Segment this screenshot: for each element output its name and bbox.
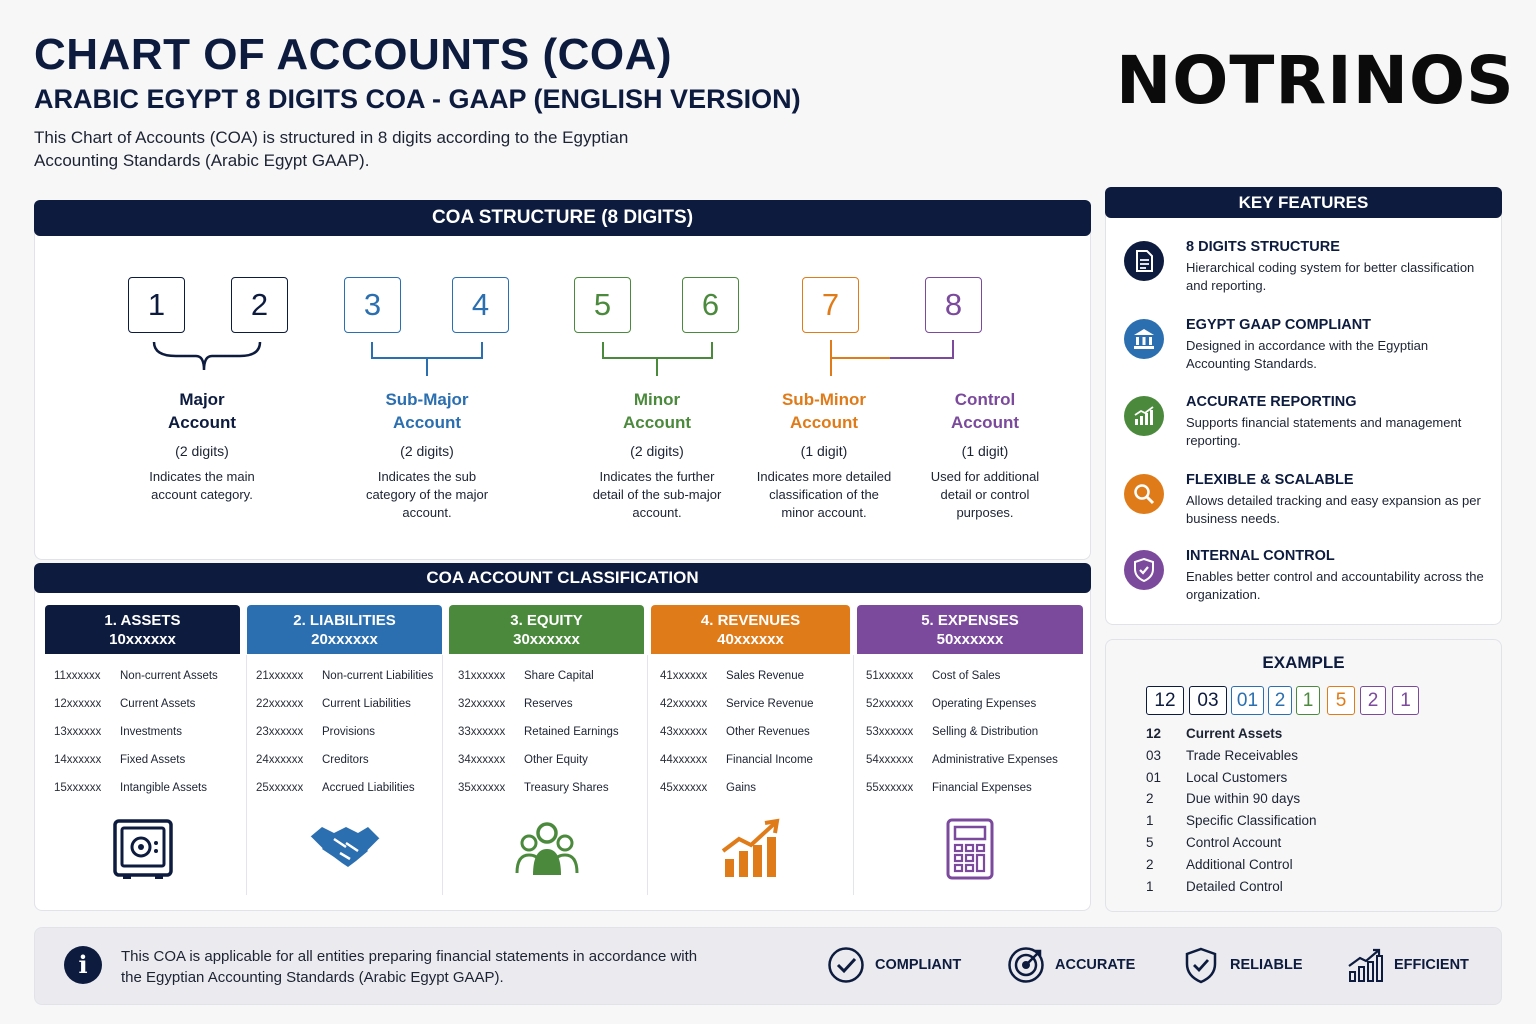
badge-reliable	[1182, 946, 1303, 984]
group-digit-count: (2 digits)	[175, 443, 229, 459]
group-digit-count: (2 digits)	[400, 443, 454, 459]
class-row-label: Other Revenues	[726, 726, 810, 738]
group-name-line2: Account	[790, 413, 858, 432]
class-column-title: 1. ASSETS	[104, 612, 181, 629]
class-row-code: 34xxxxxx	[458, 754, 506, 766]
calculator-icon	[857, 817, 1083, 886]
class-row-code: 53xxxxxx	[866, 726, 914, 738]
example-row	[1146, 832, 1281, 854]
class-row-code: 23xxxxxx	[256, 726, 304, 738]
digit-box-4: 4	[452, 277, 509, 333]
class-column-2	[247, 605, 442, 901]
group-sub-major	[362, 388, 492, 522]
class-row	[857, 690, 1083, 718]
group-digit-count: (1 digit)	[961, 443, 1009, 459]
class-row	[857, 774, 1083, 802]
class-row	[449, 662, 644, 690]
key-feature-item	[1124, 472, 1494, 532]
class-row-label: Service Revenue	[726, 698, 814, 710]
class-row-label: Investments	[120, 726, 182, 738]
group-name-line2: Account	[623, 413, 691, 432]
structure-brackets	[0, 0, 1100, 400]
class-column-code: 30xxxxxx	[513, 631, 580, 648]
class-column-5	[857, 605, 1083, 901]
target-icon	[1007, 946, 1045, 984]
class-row-code: 44xxxxxx	[660, 754, 708, 766]
class-column-code: 40xxxxxx	[717, 631, 784, 648]
class-row	[247, 774, 442, 802]
example-row	[1146, 810, 1317, 832]
digit-box-7: 7	[802, 277, 859, 333]
class-row	[45, 662, 240, 690]
example-row-code: 01	[1146, 769, 1162, 785]
document-icon	[1124, 241, 1164, 281]
class-row	[651, 690, 850, 718]
class-row-code: 55xxxxxx	[866, 782, 914, 794]
class-row-code: 42xxxxxx	[660, 698, 708, 710]
key-feature-item	[1124, 317, 1494, 377]
example-digit-box: 1	[1296, 686, 1320, 715]
class-row	[45, 690, 240, 718]
group-name-line1: Sub-Minor	[781, 390, 867, 409]
class-row	[857, 718, 1083, 746]
class-row	[651, 774, 850, 802]
digit-box-6: 6	[682, 277, 739, 333]
class-column-1	[45, 605, 240, 901]
class-row-code: 21xxxxxx	[256, 670, 304, 682]
example-row	[1146, 876, 1283, 898]
class-row-label: Accrued Liabilities	[322, 782, 415, 794]
badge-accurate	[1007, 946, 1135, 984]
class-column-code: 20xxxxxx	[311, 631, 378, 648]
example-digit-box: 03	[1189, 686, 1227, 715]
class-row	[651, 718, 850, 746]
class-row-code: 25xxxxxx	[256, 782, 304, 794]
group-description: Used for additional detail or control purposes.	[930, 469, 1040, 520]
class-row-label: Sales Revenue	[726, 670, 804, 682]
class-row-label: Creditors	[322, 754, 369, 766]
class-row-code: 51xxxxxx	[866, 670, 914, 682]
group-description: Indicates the sub category of the major account.	[365, 469, 489, 520]
example-row-label: Local Customers	[1186, 769, 1288, 785]
class-column-title: 3. EQUITY	[510, 612, 583, 629]
example-digit-box: 1	[1392, 686, 1419, 715]
class-row-code: 33xxxxxx	[458, 726, 506, 738]
group-minor	[587, 388, 727, 522]
example-digit-box: 2	[1268, 686, 1292, 715]
class-row-code: 24xxxxxx	[256, 754, 304, 766]
class-row	[247, 662, 442, 690]
magnifier-icon	[1124, 474, 1164, 514]
class-row-label: Non-current Liabilities	[322, 670, 434, 682]
example-digit-box: 01	[1231, 686, 1264, 715]
class-row-label: Share Capital	[524, 670, 594, 682]
class-row-code: 12xxxxxx	[54, 698, 102, 710]
trend-icon	[1346, 946, 1384, 984]
class-row-label: Treasury Shares	[524, 782, 609, 794]
class-row	[651, 662, 850, 690]
class-row	[449, 746, 644, 774]
group-sub-minor	[754, 388, 894, 522]
footer-text: This COA is applicable for all entities preparing financial statements in accordance with the Egyptian Accounting Standards (Arabic Egypt GAAP).	[121, 948, 698, 986]
key-feature-desc: Hierarchical coding system for better classification and reporting.	[1186, 260, 1475, 293]
key-feature-title: 8 DIGITS STRUCTURE	[1186, 239, 1340, 255]
example-digit-box: 5	[1327, 686, 1355, 715]
class-row-label: Selling & Distribution	[932, 726, 1039, 738]
digit-box-5: 5	[574, 277, 631, 333]
class-row-label: Fixed Assets	[120, 754, 186, 766]
example-row-label: Current Assets	[1186, 726, 1283, 741]
class-row-label: Non-current Assets	[120, 670, 218, 682]
people-icon	[449, 817, 644, 886]
group-description: Indicates the main account category.	[149, 469, 255, 502]
class-row	[449, 690, 644, 718]
example-row-code: 2	[1146, 791, 1154, 807]
badge-efficient	[1346, 946, 1469, 984]
class-row-label: Gains	[726, 782, 757, 794]
class-row	[247, 718, 442, 746]
example-row	[1146, 723, 1282, 745]
example-row-code: 1	[1146, 878, 1154, 894]
key-feature-desc: Designed in accordance with the Egyptian Accounting Standards.	[1186, 338, 1429, 371]
key-feature-title: EGYPT GAAP COMPLIANT	[1186, 317, 1372, 333]
class-row-label: Current Assets	[120, 698, 196, 710]
class-row-label: Other Equity	[524, 754, 588, 766]
example-row-code: 03	[1146, 747, 1162, 763]
class-row-label: Intangible Assets	[120, 782, 207, 794]
key-feature-title: ACCURATE REPORTING	[1186, 394, 1357, 410]
class-column-code: 50xxxxxx	[936, 631, 1004, 648]
bank-icon	[1124, 319, 1164, 359]
class-row-code: 32xxxxxx	[458, 698, 506, 710]
example-row-code: 1	[1146, 813, 1154, 829]
key-feature-desc: Enables better control and accountability across the organization.	[1186, 569, 1484, 602]
group-name-line1: Sub-Major	[385, 390, 469, 409]
class-row	[449, 774, 644, 802]
digit-box-1: 1	[128, 277, 185, 333]
key-feature-title: INTERNAL CONTROL	[1186, 548, 1335, 564]
example-row	[1146, 745, 1298, 767]
group-name-line1: Control	[954, 390, 1016, 409]
class-row	[247, 746, 442, 774]
brand-logo: NOTRINOS	[1116, 42, 1515, 119]
digit-box-8: 8	[925, 277, 982, 333]
digit-box-2: 2	[231, 277, 288, 333]
class-row-label: Administrative Expenses	[932, 754, 1058, 766]
page-subtitle: ARABIC EGYPT 8 DIGITS COA - GAAP (ENGLISH VERSION)	[34, 84, 801, 114]
group-control	[915, 388, 1055, 522]
class-column-3	[449, 605, 644, 901]
badge-label: RELIABLE	[1230, 957, 1303, 973]
example-row-label: Trade Receivables	[1186, 747, 1299, 763]
class-row-label: Reserves	[524, 698, 573, 710]
example-row-label: Control Account	[1186, 835, 1282, 850]
shield-check-icon	[1182, 946, 1220, 984]
class-column-header	[651, 605, 850, 654]
class-column-title: 5. EXPENSES	[921, 612, 1019, 629]
example-row	[1146, 854, 1293, 876]
group-major	[132, 388, 272, 504]
key-features-heading: KEY FEATURES	[1105, 187, 1502, 218]
class-row-code: 45xxxxxx	[660, 782, 708, 794]
class-row-code: 41xxxxxx	[660, 670, 708, 682]
digit-box-3: 3	[344, 277, 401, 333]
group-name-line1: Major	[179, 390, 225, 409]
group-name-line2: Account	[168, 413, 236, 432]
class-row	[857, 662, 1083, 690]
class-row-code: 54xxxxxx	[866, 754, 914, 766]
class-row	[45, 718, 240, 746]
class-row-label: Current Liabilities	[322, 698, 411, 710]
class-row	[45, 746, 240, 774]
key-feature-title: FLEXIBLE & SCALABLE	[1186, 472, 1354, 488]
key-feature-desc: Supports financial statements and management reporting.	[1186, 415, 1462, 448]
class-column-code: 10xxxxxx	[109, 631, 176, 648]
growth-chart-icon	[651, 817, 850, 886]
group-name-line2: Account	[951, 413, 1019, 432]
group-name-line1: Minor	[633, 390, 681, 409]
example-row	[1146, 767, 1287, 789]
class-row-code: 52xxxxxx	[866, 698, 914, 710]
class-column-title: 4. REVENUES	[700, 612, 801, 629]
class-column-header	[247, 605, 442, 654]
class-row-code: 15xxxxxx	[54, 782, 102, 794]
class-row-code: 13xxxxxx	[54, 726, 102, 738]
class-row-code: 22xxxxxx	[256, 698, 304, 710]
badge-label: COMPLIANT	[875, 957, 962, 973]
example-row-label: Additional Control	[1186, 856, 1293, 872]
class-row-code: 14xxxxxx	[54, 754, 102, 766]
class-row	[247, 690, 442, 718]
class-column-header	[449, 605, 644, 654]
structure-heading: COA STRUCTURE (8 DIGITS)	[34, 200, 1091, 236]
example-digit-box: 2	[1360, 686, 1386, 715]
example-row	[1146, 788, 1300, 810]
example-heading: EXAMPLE	[1262, 653, 1345, 672]
example-digit-box: 12	[1146, 686, 1184, 715]
class-row	[449, 718, 644, 746]
group-description: Indicates more detailed classification of the minor account.	[756, 469, 892, 520]
class-column-4	[651, 605, 850, 901]
class-column-header	[45, 605, 240, 654]
chart-icon	[1124, 396, 1164, 436]
shield-check-icon	[1124, 550, 1164, 590]
class-row-label: Retained Earnings	[524, 726, 619, 738]
key-feature-item	[1124, 548, 1494, 608]
class-row-label: Cost of Sales	[932, 670, 1001, 682]
key-feature-item	[1124, 239, 1494, 299]
class-row-label: Financial Expenses	[932, 782, 1032, 794]
example-row-label: Detailed Control	[1186, 878, 1283, 894]
class-row	[857, 746, 1083, 774]
handshake-icon	[247, 817, 442, 878]
example-row-label: Due within 90 days	[1186, 791, 1301, 807]
class-column-header	[857, 605, 1083, 654]
example-row-code: 5	[1146, 835, 1154, 850]
group-digit-count: (2 digits)	[630, 443, 684, 459]
class-column-title: 2. LIABILITIES	[293, 612, 396, 629]
example-row-label: Specific Classification	[1186, 813, 1317, 829]
class-row-code: 31xxxxxx	[458, 670, 506, 682]
check-circle-icon	[827, 946, 865, 984]
key-feature-desc: Allows detailed tracking and easy expansion as per business needs.	[1186, 493, 1481, 526]
class-row-label: Operating Expenses	[932, 698, 1037, 710]
badge-label: ACCURATE	[1055, 957, 1136, 973]
group-name-line2: Account	[393, 413, 461, 432]
group-description: Indicates the further detail of the sub-major account.	[592, 469, 722, 520]
key-feature-item	[1124, 394, 1494, 454]
safe-icon	[45, 817, 240, 886]
example-row-code: 12	[1146, 726, 1162, 741]
class-row-label: Financial Income	[726, 754, 813, 766]
info-icon: i	[64, 946, 102, 984]
page-title: CHART OF ACCOUNTS (COA)	[34, 30, 673, 79]
group-digit-count: (1 digit)	[800, 443, 848, 459]
class-row	[45, 774, 240, 802]
class-row-code: 35xxxxxx	[458, 782, 506, 794]
class-row-code: 11xxxxxx	[54, 670, 101, 682]
class-row-code: 43xxxxxx	[660, 726, 708, 738]
classification-heading: COA ACCOUNT CLASSIFICATION	[34, 563, 1091, 593]
class-row	[651, 746, 850, 774]
example-row-code: 2	[1146, 856, 1154, 872]
badge-label: EFFICIENT	[1394, 957, 1469, 973]
badge-compliant	[827, 946, 961, 984]
intro-text: This Chart of Accounts (COA) is structured in 8 digits according to the Egyptian Accounting Standards (Arabic Egypt GAAP).	[34, 128, 629, 170]
class-row-label: Provisions	[322, 726, 376, 738]
